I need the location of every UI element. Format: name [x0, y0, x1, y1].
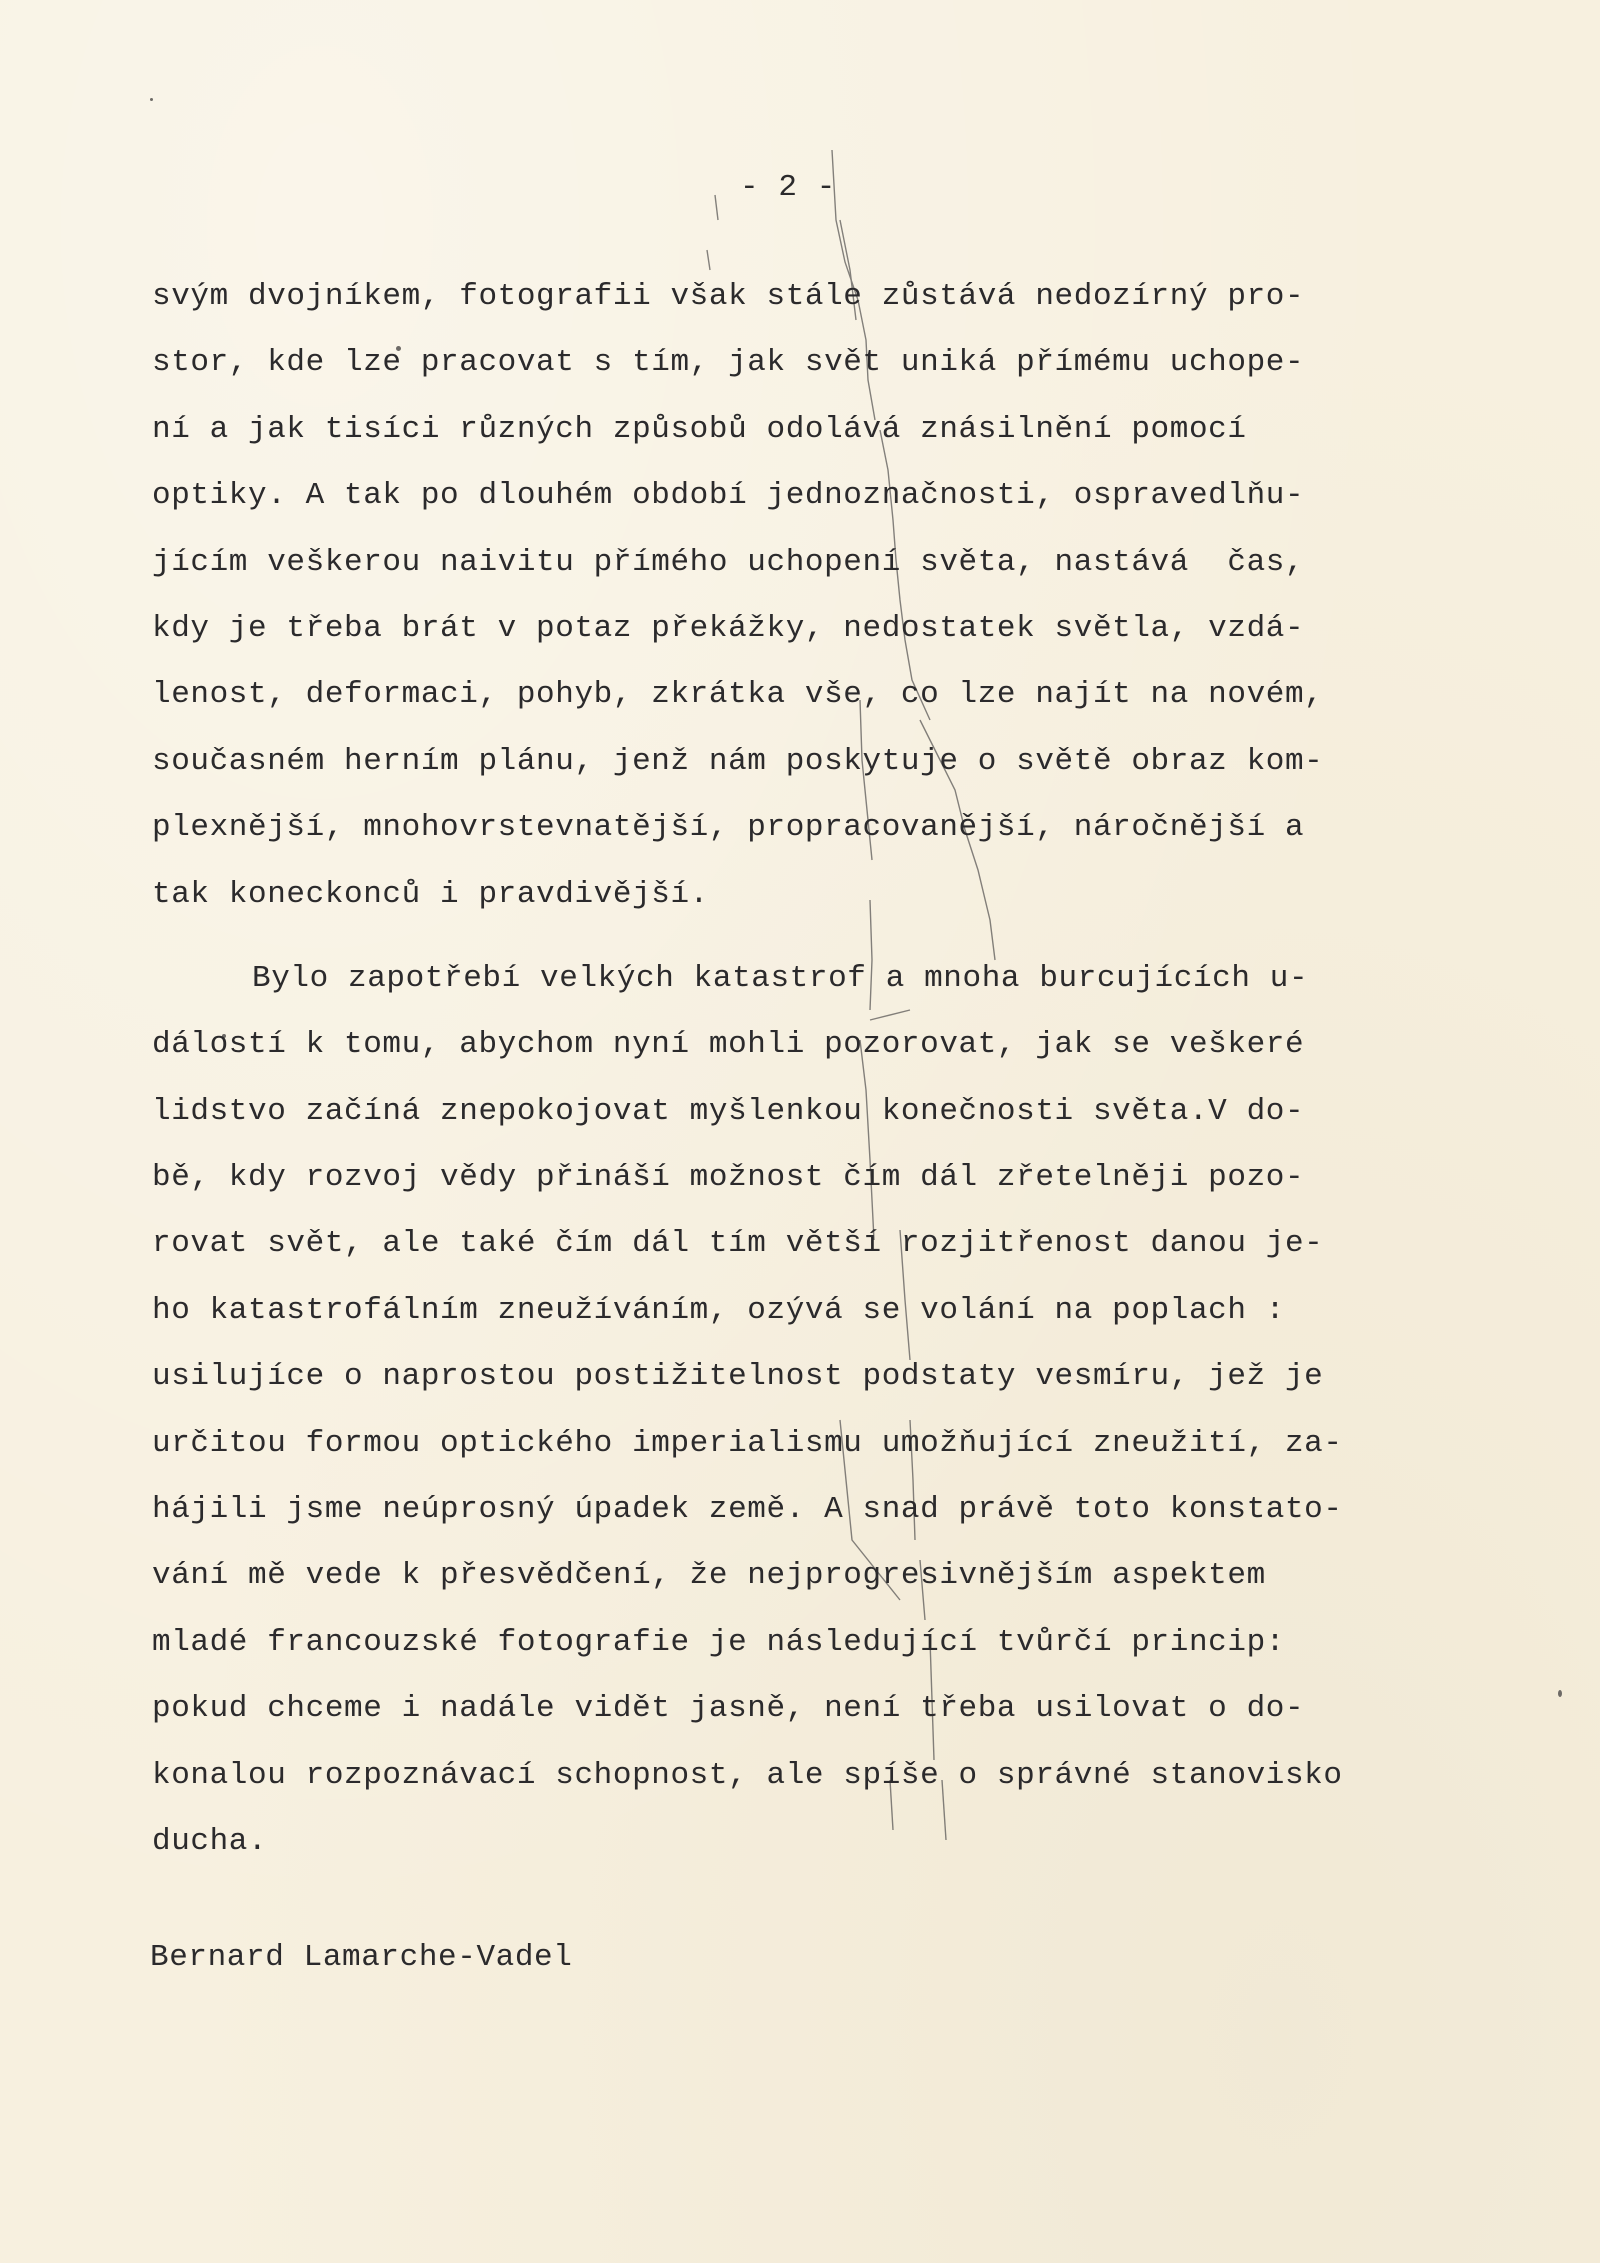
- text-line: Bylo zapotřebí velkých katastrof a mnoha burcujících u-: [252, 960, 1309, 996]
- text-line: optiky. A tak po dlouhém období jednoznačnosti, ospravedlňu-: [152, 478, 1305, 514]
- text-line: pokud chceme i nadále vidět jasně, není třeba usilovat o do-: [152, 1691, 1305, 1727]
- text-line: kdy je třeba brát v potaz překážky, nedostatek světla, vzdá-: [152, 610, 1305, 646]
- page-number: - 2 -: [740, 170, 837, 205]
- text-line: ho katastrofálním zneužíváním, ozývá se volání na poplach :: [152, 1292, 1285, 1328]
- text-line: vání mě vede k přesvědčení, že nejprogresivnějším aspektem: [152, 1558, 1266, 1594]
- author-signature: Bernard Lamarche-Vadel: [150, 1940, 573, 1975]
- text-line: lenost, deformaci, pohyb, zkrátka vše, co lze najít na novém,: [152, 677, 1324, 713]
- typed-body-text: [152, 264, 1452, 1875]
- paper-speck: [1558, 1690, 1562, 1697]
- text-line: ducha.: [152, 1823, 268, 1859]
- text-line: dálostí k tomu, abychom nyní mohli pozorovat, jak se veškeré: [152, 1027, 1305, 1063]
- text-line: stor, kde lze pracovat s tím, jak svět uniká přímému uchope-: [152, 345, 1305, 381]
- text-line: usilujíce o naprostou postižitelnost podstaty vesmíru, jež je: [152, 1359, 1324, 1395]
- text-line: lidstvo začíná znepokojovat myšlenkou konečnosti světa.V do-: [152, 1093, 1305, 1129]
- paragraph-1: [152, 264, 1452, 928]
- text-line: bě, kdy rozvoj vědy přináší možnost čím dál zřetelněji pozo-: [152, 1160, 1305, 1196]
- text-line: současném herním plánu, jenž nám poskytuje o světě obraz kom-: [152, 743, 1324, 779]
- paragraph-2: [152, 946, 1452, 1875]
- text-line: mladé francouzské fotografie je následující tvůrčí princip:: [152, 1624, 1285, 1660]
- text-line: plexnější, mnohovrstevnatější, propracovanější, náročnější a: [152, 810, 1305, 846]
- text-line: tak koneckonců i pravdivější.: [152, 876, 709, 912]
- text-line: hájili jsme neúprosný úpadek země. A snad právě toto konstato-: [152, 1492, 1343, 1528]
- text-line: konalou rozpoznávací schopnost, ale spíše o správné stanovisko: [152, 1757, 1343, 1793]
- text-line: rovat svět, ale také čím dál tím větší rozjitřenost danou je-: [152, 1226, 1324, 1262]
- paper-speck: [150, 98, 153, 101]
- text-line: jícím veškerou naivitu přímého uchopení světa, nastává čas,: [152, 544, 1305, 580]
- text-line: svým dvojníkem, fotografii však stále zůstává nedozírný pro-: [152, 279, 1305, 314]
- paragraph-gap: [152, 928, 1452, 946]
- text-line: určitou formou optického imperialismu umožňující zneužití, za-: [152, 1425, 1343, 1461]
- text-line: ní a jak tisíci různých způsobů odolává znásilnění pomocí: [152, 411, 1247, 447]
